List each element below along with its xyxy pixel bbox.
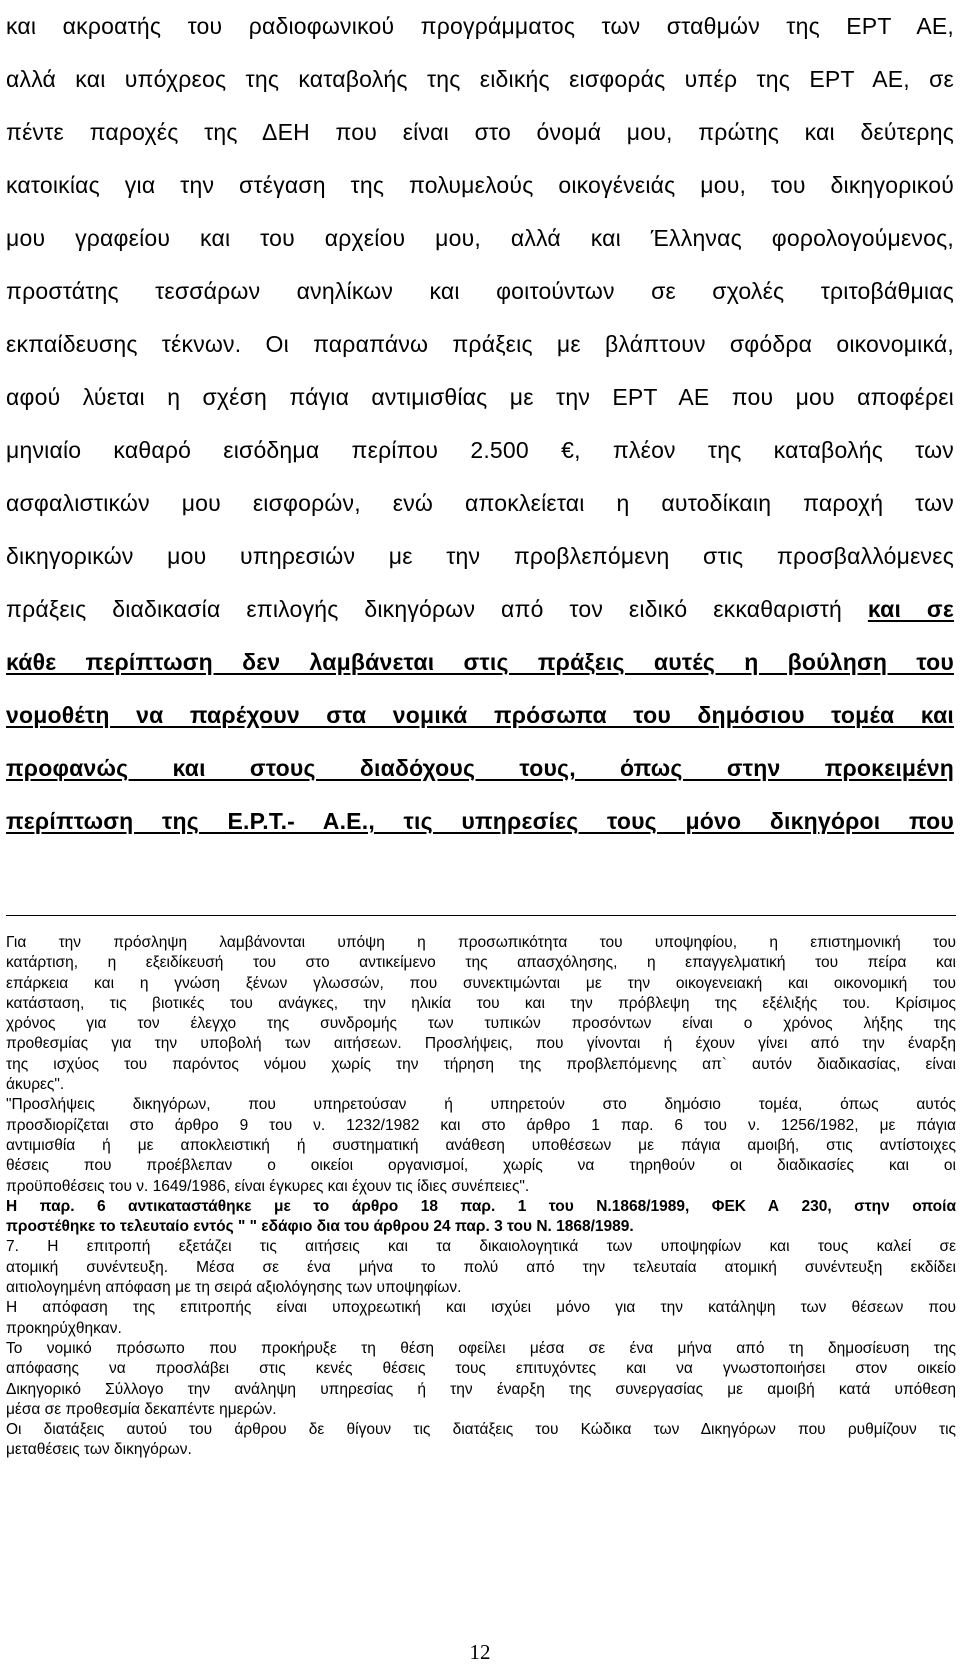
footnote-line: μεταθέσεις των δικηγόρων. [6, 1441, 192, 1459]
body-line: και ακροατής του ραδιοφωνικού προγράμματος των σταθμών της ΕΡΤ ΑΕ, [6, 13, 954, 39]
body-line: ασφαλιστικών μου εισφορών, ενώ αποκλείεται η αυτοδίκαιη παροχή των [6, 490, 954, 516]
footnote-line: προθεσμίας για την υποβολή των αιτήσεων. Προσλήψεις, που γίνονται ή έχουν γίνει από την έναρξη [6, 1035, 956, 1053]
body-line: μου γραφείου και του αρχείου μου, αλλά και Έλληνας φορολογούμενος, [6, 225, 954, 251]
footnote-line: της ισχύος του παρόντος νόμου χωρίς την τήρηση της προβλεπόμενης απ` αυτόν διαδικασίας, είναι [6, 1055, 956, 1073]
footnote-line: "Προσλήψεις δικηγόρων, που υπηρετούσαν ή υπηρετούν στο δημόσιο τομέα, όπως αυτός [6, 1096, 956, 1114]
footnote-line: Το νομικό πρόσωπο που προκήρυξε τη θέση οφείλει μέσα σε ένα μήνα από τη δημοσίευση της [6, 1339, 956, 1357]
footnote-line: χρόνος για τον έλεγχο της συνδρομής των τυπικών προσόντων είναι ο χρόνος λήξης της [6, 1015, 956, 1033]
footnote-line: Για την πρόσληψη λαμβάνονται υπόψη η προσωπικότητα του υποψηφίου, η επιστημονική του [6, 934, 956, 951]
footnote-line: ατομική συνέντευξη. Μέσα σε ένα μήνα το πολύ από την τελευταία ατομική συνέντευξη εκδίδει [6, 1258, 956, 1276]
footnote-line: απόφασης να προσλάβει στις κενές θέσεις τους επιτυχόντες και να γνωστοποιήσει στον οικείο [6, 1360, 956, 1378]
footnote-line: μέσα σε προθεσμία δεκαπέντε ημερών. [6, 1400, 277, 1418]
body-line: προστάτης τεσσάρων ανηλίκων και φοιτούντων σε σχολές τριτοβάθμιας [6, 278, 954, 304]
footnote-text [6, 933, 956, 1461]
footnote-line: άκυρες". [6, 1076, 65, 1094]
footnote-line: προσδιορίζεται στο άρθρο 9 του ν. 1232/1982 και στο άρθρο 1 παρ. 6 του ν. 1256/1982, με πάγια [6, 1116, 956, 1134]
body-line: πέντε παροχές της ΔΕΗ που είναι στο όνομά μου, πρώτης και δεύτερης [6, 119, 954, 145]
footnote-line: κατάρτιση, η εξειδίκευσή του στο αντικείμενο της απασχόλησης, η επαγγελματική του πείρα και [6, 954, 956, 972]
footnote-line: Δικηγορικό Σύλλογο την ανάληψη υπηρεσίας ή την έναρξη της συνεργασίας με αμοιβή κατά υπόθεση [6, 1380, 956, 1398]
footnote-line: επάρκεια και η γνώση ξένων γλωσσών, που συνεκτιμώνται με την οικογενειακή και οικονομική του [6, 974, 956, 992]
plain-text-span: πράξεις διαδικασία επιλογής δικηγόρων από τον ειδικό εκκαθαριστή [6, 596, 868, 622]
main-body-text [6, 0, 954, 848]
bold-underlined-line: προφανώς και στους διαδόχους τους, όπως στην προκειμένη [6, 755, 954, 781]
bold-underlined-line: κάθε περίπτωση δεν λαμβάνεται στις πράξεις αυτές η βούληση του [6, 649, 954, 675]
footnote-line: αντιμισθία ή με αποκλειστική ή συστηματική ανάθεση υποθέσεων με πάγια αμοιβή, στις αντίστοιχες [6, 1136, 956, 1154]
body-line-mixed [6, 583, 954, 636]
footnote-line: προϋποθέσεις του ν. 1649/1986, είναι έγκυρες και έχουν τις ίδιες συνέπειες". [6, 1177, 530, 1195]
footnote-line: κατάσταση, τις βιοτικές του ανάγκες, την ηλικία του και την πρόβλεψη της εξέλιξής του. Κρίσιμος [6, 994, 956, 1012]
footnote-line: Οι διατάξεις αυτού του άρθρου δε θίγουν τις διατάξεις του Κώδικα των Δικηγόρων που ρυθμίζουν τις [6, 1421, 956, 1439]
footnote-line-bold: Η παρ. 6 αντικαταστάθηκε με το άρθρο 18 παρ. 1 του Ν.1868/1989, ΦΕΚ Α 230, στην οποία [6, 1197, 956, 1215]
body-line: κατοικίας για την στέγαση της πολυμελούς οικογένειάς μου, του δικηγορικού [6, 172, 954, 198]
footnote-line: θέσεις που προέβλεπαν ο οικείοι οργανισμοί, χωρίς να τηρηθούν οι διαδικασίες και οι [6, 1157, 956, 1175]
footnote-line: αιτιολογημένη απόφαση με τη σειρά αξιολόγησης των υποψηφίων. [6, 1279, 462, 1297]
footnote-line: 7. Η επιτροπή εξετάζει τις αιτήσεις και τα δικαιολογητικά των υποψηφίων και τους καλεί σε [6, 1238, 956, 1256]
body-line: μηνιαίο καθαρό εισόδημα περίπου 2.500 €, πλέον της καταβολής των [6, 437, 954, 463]
page-number: 12 [469, 1640, 491, 1664]
footnote-separator [6, 915, 956, 916]
bold-underlined-span: και σε [867, 596, 954, 622]
bold-underlined-line: περίπτωση της Ε.Ρ.Τ.- Α.Ε., τις υπηρεσίες τους μόνο δικηγόροι που [6, 808, 954, 834]
body-line: δικηγορικών μου υπηρεσιών με την προβλεπόμενη στις προσβαλλόμενες [6, 543, 954, 569]
body-line: εκπαίδευσης τέκνων. Οι παραπάνω πράξεις με βλάπτουν σφόδρα οικονομικά, [6, 331, 954, 357]
footnote-line: προκηρύχθηκαν. [6, 1319, 122, 1337]
body-line: αλλά και υπόχρεος της καταβολής της ειδικής εισφοράς υπέρ της ΕΡΤ ΑΕ, σε [6, 66, 954, 92]
footnote-line-bold: προστέθηκε το τελευταίο εντός " " εδάφιο δια του άρθρου 24 παρ. 3 του Ν. 1868/1989. [6, 1218, 634, 1236]
body-line: αφού λύεται η σχέση πάγια αντιμισθίας με την ΕΡΤ ΑΕ που μου αποφέρει [6, 384, 954, 410]
bold-underlined-line: νομοθέτη να παρέχουν στα νομικά πρόσωπα του δημόσιου τομέα και [6, 702, 954, 728]
footnote-line: Η απόφαση της επιτροπής είναι υποχρεωτική και ισχύει μόνο για την κατάληψη των θέσεων που [6, 1299, 956, 1317]
